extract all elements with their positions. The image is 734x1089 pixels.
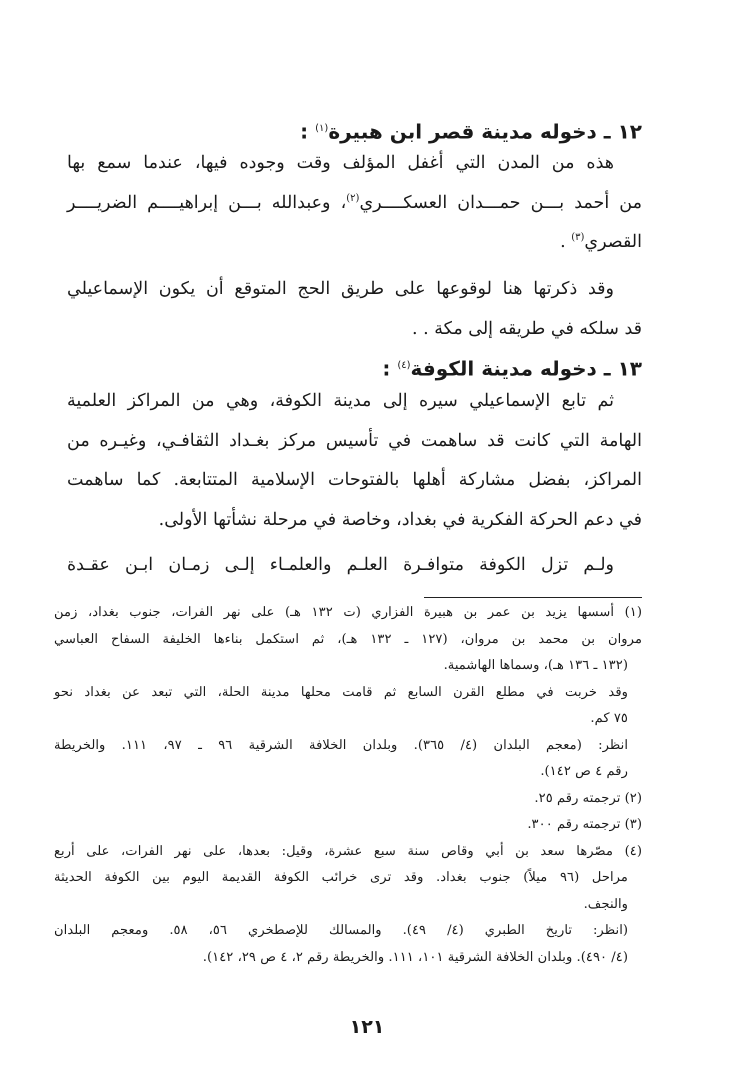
footnote-separator: [424, 597, 642, 598]
footnote-line: (انظر: تاريخ الطبري (٤/ ٤٩). والمسالك للإصطخري ٥٦، ٥٨. ومعجم البلدان: [54, 923, 629, 938]
footnote-line: (٣) ترجمته رقم ٣٠٠.: [527, 817, 642, 832]
section-13-title: ١٣ ـ دخوله مدينة الكوفة: [410, 356, 642, 381]
section-12-heading: [82, 114, 642, 147]
footnote-line: (٢) ترجمته رقم ٢٥.: [534, 790, 642, 806]
section-13-heading: [82, 351, 642, 384]
section-13-paragraph-1: [67, 382, 642, 540]
text-line: في دعم الحركة الفكرية في بغداد، وخاصة في مرحلة نشأتها الأولى.: [158, 509, 642, 530]
text-run: من أحمد بـــن حمـــدان العسكــــري: [359, 192, 642, 213]
footnote-line: ٧٥ كم.: [590, 711, 628, 726]
heading-colon: :: [300, 119, 316, 144]
footnote-line: وقد خربت في مطلع القرن السابع ثم قامت محلها مدينة الحلة، التي تبعد عن بغداد نحو: [54, 684, 628, 700]
footnote-line: (٤/ ٤٩٠). وبلدان الخلافة الشرقية ١٠١، ١١١. والخريطة رقم ٢، ٤ ص ٢٩، ١٤٢).: [202, 949, 628, 965]
heading-colon: :: [382, 356, 398, 381]
section-12-title: ١٢ ـ دخوله مدينة قصر ابن هبيرة: [328, 119, 642, 144]
text-line: هذه من المدن التي أغفل المؤلف وقت وجوده فيها، عندما سمع بها: [67, 153, 614, 173]
footnote-ref-4: (٤): [397, 360, 411, 371]
text-run: القصري: [584, 232, 642, 252]
page-number: ١٢١: [349, 1016, 385, 1038]
footnote-3: [54, 812, 642, 839]
section-12-paragraph-2: [67, 270, 642, 349]
footnote-line: رقم ٤ ص ١٤٢).: [540, 764, 628, 779]
text-line: ولـم تزل الكوفة متوافـرة العلـم والعلمـاء إلـى زمـان ابـن عقـدة: [67, 555, 614, 575]
footnote-4: [54, 839, 642, 972]
text-line: وقد ذكرتها هنا لوقوعها على طريق الحج المتوقع أن يكون الإسماعيلي: [67, 279, 614, 299]
section-12-paragraph-1: [67, 144, 642, 263]
footnote-line: والنجف.: [583, 896, 628, 912]
text-line: ثم تابع الإسماعيلي سيره إلى مدينة الكوفة، وهي من المراكز العلمية: [67, 391, 614, 411]
text-run: ، وعبدالله بـــن إبراهيــــم الضريــــر: [67, 192, 347, 213]
footnote-ref-3: (٣): [571, 232, 585, 244]
footnote-line: (١٣٢ ـ ١٣٦ هـ)، وسماها الهاشمية.: [443, 658, 628, 673]
footnote-1: [54, 600, 642, 786]
text-line: [67, 223, 642, 263]
footnote-ref-1: (١): [315, 123, 329, 134]
section-13-paragraph-2: [67, 546, 642, 586]
text-line: قد سلكه في طريقه إلى مكة . .: [412, 318, 642, 339]
text-line: المراكز، بفضل مشاركة أهلها بالفتوحات الإسلامية المتتابعة. كما ساهمت: [67, 470, 642, 490]
footnotes: [54, 600, 642, 971]
footnote-line: مراحل (٩٦ ميلاً) جنوب بغداد. وقد ترى خرائب الكوفة القديمة اليوم بين الكوفة الحديثة: [54, 870, 628, 885]
text-line: الهامة التي كانت قد ساهمت في تأسيس مركز بغـداد الثقافـي، وغيـره من: [67, 430, 642, 451]
footnote-ref-2: (٢): [346, 192, 360, 204]
text-run: .: [560, 232, 572, 252]
footnote-line: انظر: (معجم البلدان (٤/ ٣٦٥). وبلدان الخلافة الشرقية ٩٦ ـ ٩٧، ١١١. والخريطة: [54, 737, 629, 753]
footnote-line: مروان بن محمد بن مروان، (١٢٧ ـ ١٣٢ هـ)، ثم استكمل بناءها الخليفة السفاح العباسي: [54, 631, 643, 647]
footnote-line: (١) أسسها يزيد بن عمر بن هبيرة الفزاري (ت ١٣٢ هـ) على نهر الفرات، جنوب بغداد، زمن: [54, 605, 642, 620]
text-line: [67, 184, 642, 224]
footnote-line: (٤) مصّرها سعد بن أبي وقاص سنة سبع عشرة، وقيل: بعدها، على نهر الفرات، على أربع: [54, 843, 642, 859]
footnote-2: [54, 786, 642, 813]
